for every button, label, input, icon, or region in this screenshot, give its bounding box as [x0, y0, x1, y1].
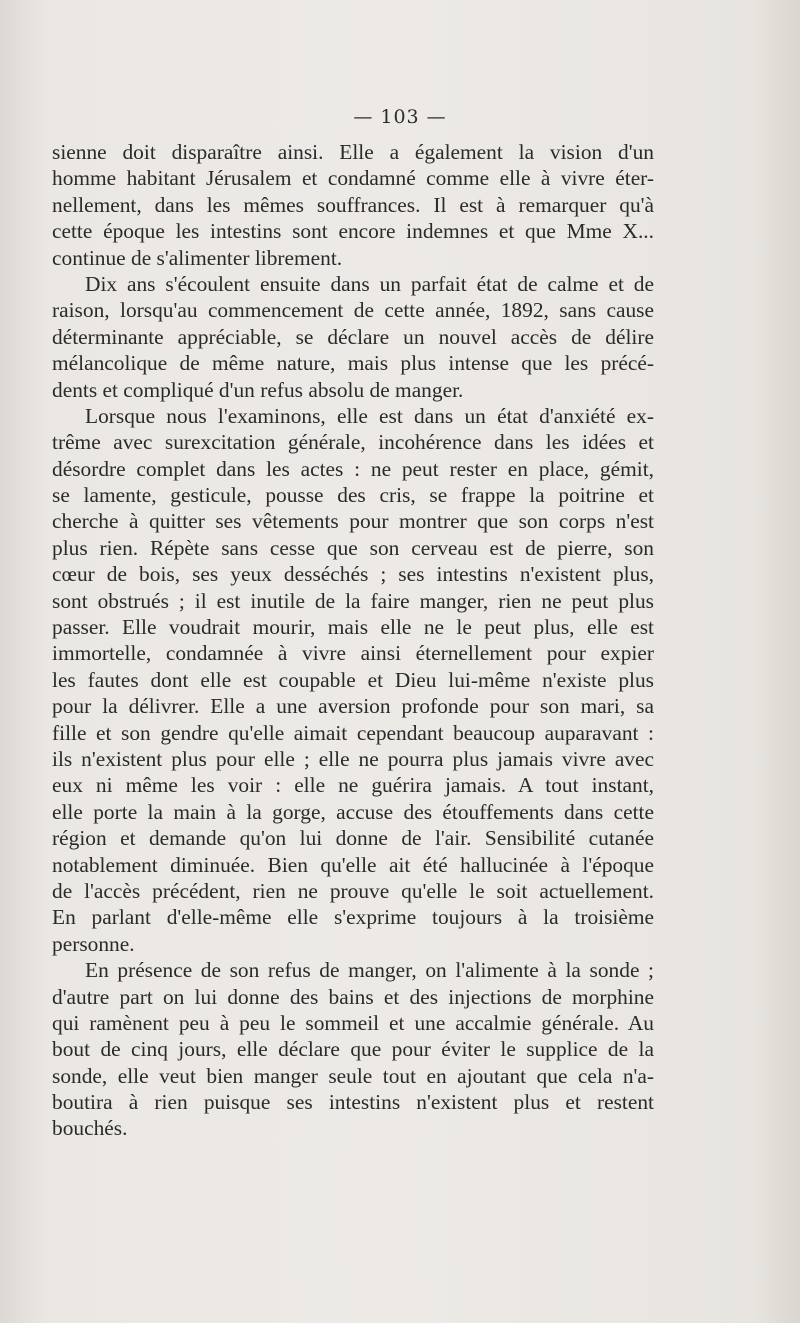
text-line: qui ramènent peu à peu le sommeil et une accalmie générale. Au: [52, 1010, 654, 1035]
text-line: sonde, elle veut bien manger seule tout en ajoutant que cela n'a-: [52, 1063, 654, 1088]
text-line: passer. Elle voudrait mourir, mais elle ne le peut plus, elle est: [52, 615, 654, 640]
text-line: fille et son gendre qu'elle aimait cependant beaucoup auparavant :: [52, 720, 654, 745]
text-line: En parlant d'elle-même elle s'exprime toujours à la troisième: [52, 905, 654, 930]
text-line: les fautes dont elle est coupable et Dieu lui-même n'existe plus: [52, 667, 654, 692]
page-number: — 103 —: [353, 106, 447, 128]
text-line: trême avec surexcitation générale, incohérence dans les idées et: [52, 430, 654, 455]
text-line: région et demande qu'on lui donne de l'air. Sensibilité cutanée: [52, 826, 654, 851]
text-line: de l'accès précédent, rien ne prouve qu'elle le soit actuellement.: [52, 878, 654, 903]
text-line: cœur de bois, ses yeux desséchés ; ses intestins n'existent plus,: [52, 562, 654, 587]
text-line: d'autre part on lui donne des bains et des injections de morphine: [52, 984, 654, 1009]
text-line: homme habitant Jérusalem et condamné comme elle à vivre éter-: [52, 166, 654, 191]
body-text: [52, 139, 654, 1142]
text-line: bouchés.: [52, 1116, 128, 1141]
text-line: cette époque les intestins sont encore indemnes et que Mme X...: [52, 219, 654, 244]
text-line: Dix ans s'écoulent ensuite dans un parfait état de calme et de: [85, 271, 654, 296]
text-line: mélancolique de même nature, mais plus intense que les précé-: [52, 351, 654, 376]
text-line: Lorsque nous l'examinons, elle est dans un état d'anxiété ex-: [85, 403, 654, 428]
text-line: elle porte la main à la gorge, accuse des étouffements dans cette: [52, 799, 654, 824]
text-line: raison, lorsqu'au commencement de cette année, 1892, sans cause: [52, 298, 654, 323]
text-line: bout de cinq jours, elle déclare que pour éviter le supplice de la: [52, 1037, 654, 1062]
text-line: boutira à rien puisque ses intestins n'existent plus et restent: [52, 1090, 654, 1115]
text-line: dents et compliqué d'un refus absolu de manger.: [52, 377, 464, 402]
text-line: sont obstrués ; il est inutile de la faire manger, rien ne peut plus: [52, 588, 654, 613]
text-line: se lamente, gesticule, pousse des cris, se frappe la poitrine et: [52, 483, 654, 508]
text-line: ils n'existent plus pour elle ; elle ne pourra plus jamais vivre avec: [52, 746, 654, 771]
text-line: immortelle, condamnée à vivre ainsi éternellement pour expier: [52, 641, 654, 666]
text-line: déterminante appréciable, se déclare un nouvel accès de délire: [52, 324, 654, 349]
text-line: eux ni même les voir : elle ne guérira jamais. A tout instant,: [52, 773, 654, 798]
text-line: plus rien. Répète sans cesse que son cerveau est de pierre, son: [52, 535, 654, 560]
text-line: cherche à quitter ses vêtements pour montrer que son corps n'est: [52, 509, 654, 534]
text-line: personne.: [52, 931, 135, 956]
text-line: désordre complet dans les actes : ne peut rester en place, gémit,: [52, 456, 654, 481]
text-line: continue de s'alimenter librement.: [52, 245, 343, 270]
text-line: nellement, dans les mêmes souffrances. Il est à remarquer qu'à: [52, 192, 654, 217]
text-line: pour la délivrer. Elle a une aversion profonde pour son mari, sa: [52, 694, 654, 719]
text-line: notablement diminuée. Bien qu'elle ait été hallucinée à l'époque: [52, 852, 654, 877]
text-line: En présence de son refus de manger, on l'alimente à la sonde ;: [85, 958, 654, 983]
text-line: sienne doit disparaître ainsi. Elle a également la vision d'un: [52, 140, 654, 164]
